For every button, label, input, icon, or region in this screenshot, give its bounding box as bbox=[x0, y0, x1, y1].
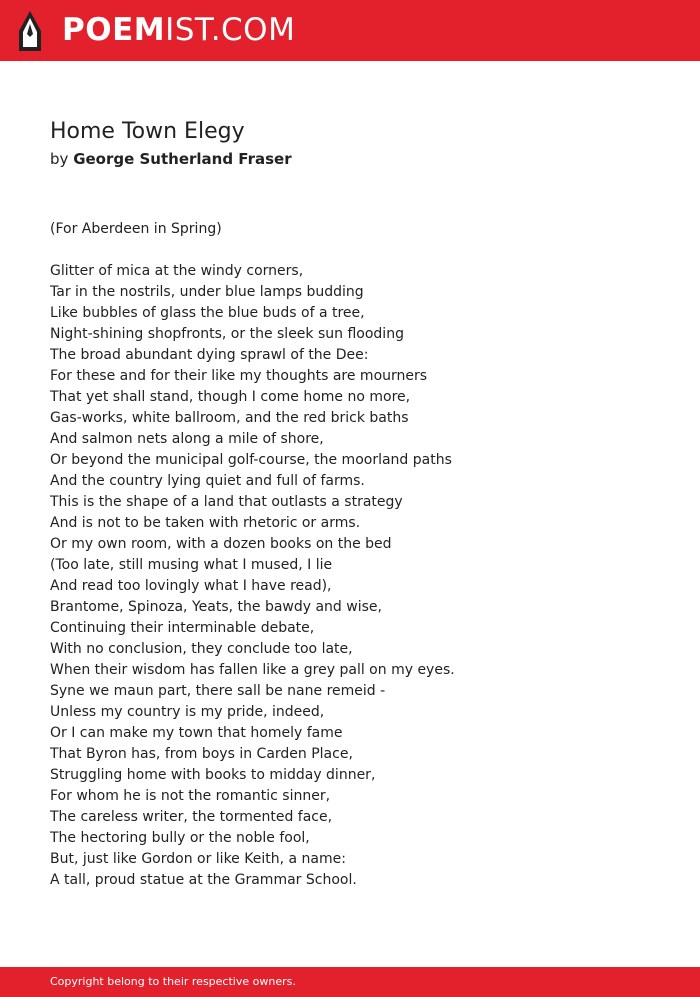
poem-line: Like bubbles of glass the blue buds of a tree, bbox=[50, 305, 365, 321]
poem-byline bbox=[50, 149, 292, 169]
poem-line: With no conclusion, they conclude too late, bbox=[50, 641, 353, 657]
poem-line: A tall, proud statue at the Grammar School. bbox=[50, 872, 357, 888]
logo-light-text: IST.COM bbox=[165, 12, 296, 48]
poem-line: And salmon nets along a mile of shore, bbox=[50, 431, 324, 447]
poem-line: Tar in the nostrils, under blue lamps budding bbox=[50, 284, 364, 300]
site-footer bbox=[0, 967, 700, 997]
by-label: by bbox=[50, 150, 69, 168]
poem-line: The hectoring bully or the noble fool, bbox=[50, 830, 310, 846]
logo-bold-text: POEM bbox=[62, 12, 166, 48]
poem-line: (Too late, still musing what I mused, I lie bbox=[50, 557, 333, 573]
poem-line: Night-shining shopfronts, or the sleek sun flooding bbox=[50, 326, 404, 342]
poem-line: Struggling home with books to midday dinner, bbox=[50, 767, 376, 783]
site-logo[interactable] bbox=[62, 12, 295, 48]
copyright-text: Copyright belong to their respective owners. bbox=[50, 975, 296, 988]
poem-line: Continuing their interminable debate, bbox=[50, 620, 315, 636]
poem-title: Home Town Elegy bbox=[50, 119, 245, 144]
poem-line: Gas-works, white ballroom, and the red brick baths bbox=[50, 410, 409, 426]
poem-dedication: (For Aberdeen in Spring) bbox=[50, 221, 222, 237]
site-header bbox=[0, 0, 700, 61]
pen-nib-icon[interactable] bbox=[18, 10, 42, 52]
poem-line: But, just like Gordon or like Keith, a name: bbox=[50, 851, 346, 867]
poem-line: And read too lovingly what I have read), bbox=[50, 578, 332, 594]
poem-line: The broad abundant dying sprawl of the Dee: bbox=[50, 347, 369, 363]
poem-line: And is not to be taken with rhetoric or arms. bbox=[50, 515, 361, 531]
poem-line: The careless writer, the tormented face, bbox=[50, 809, 333, 825]
poem-line: Syne we maun part, there sall be nane remeid - bbox=[50, 683, 386, 699]
poem-author: George Sutherland Fraser bbox=[73, 150, 292, 168]
poem-line: That yet shall stand, though I come home no more, bbox=[50, 389, 411, 405]
poem-line: Or beyond the municipal golf-course, the moorland paths bbox=[50, 452, 452, 468]
poem-line: This is the shape of a land that outlasts a strategy bbox=[50, 494, 403, 510]
poem-line: Or my own room, with a dozen books on the bed bbox=[50, 536, 392, 552]
poem-line: Unless my country is my pride, indeed, bbox=[50, 704, 325, 720]
poem-line: When their wisdom has fallen like a grey pall on my eyes. bbox=[50, 662, 455, 678]
poem-line: Glitter of mica at the windy corners, bbox=[50, 263, 304, 279]
poem-line: Or I can make my town that homely fame bbox=[50, 725, 343, 741]
poem-line: For these and for their like my thoughts are mourners bbox=[50, 368, 428, 384]
poem-line: And the country lying quiet and full of farms. bbox=[50, 473, 365, 489]
poem-body bbox=[50, 261, 455, 891]
poem-line: That Byron has, from boys in Carden Place, bbox=[50, 746, 353, 762]
poem-line: Brantome, Spinoza, Yeats, the bawdy and wise, bbox=[50, 599, 382, 615]
poem-line: For whom he is not the romantic sinner, bbox=[50, 788, 331, 804]
